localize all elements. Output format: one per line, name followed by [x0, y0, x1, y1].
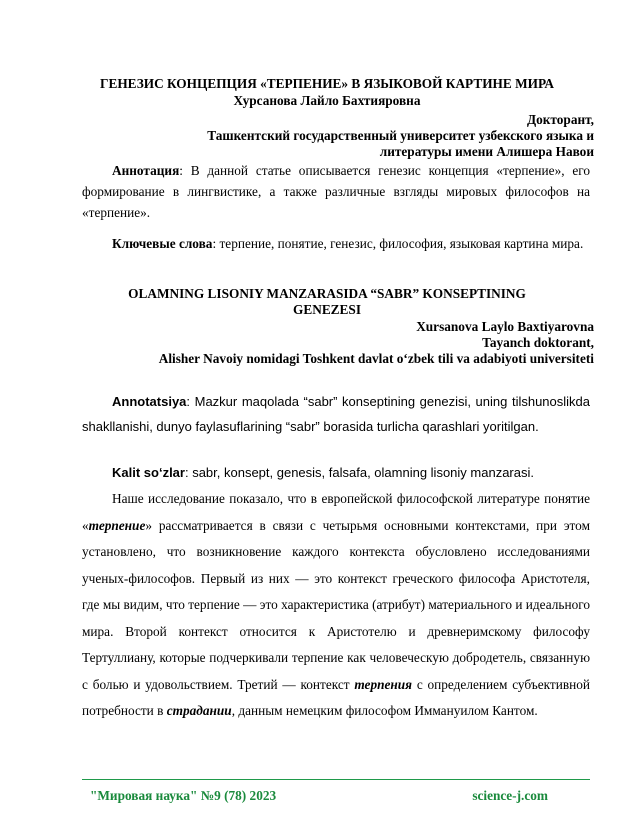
ru-affiliation-line1: Ташкентский государственный университет узбекского языка и: [207, 128, 594, 143]
body-paragraph: [82, 486, 590, 725]
body-text-1: Наше исследование показало, что в европейской философской литературе понятие «: [82, 491, 590, 533]
ru-affiliation-line2: литературы имени Алишера Навои: [379, 144, 594, 159]
body-emphasis-3: страдании: [166, 703, 232, 718]
footer-journal: "Мировая наука" №9 (78) 2023: [90, 788, 277, 803]
body-emphasis-2: терпения: [354, 676, 413, 692]
ru-position: Докторант,: [526, 112, 594, 127]
ru-title: ГЕНЕЗИС КОНЦЕПЦИЯ «ТЕРПЕНИЕ» В ЯЗЫКОВОЙ КАРТИНЕ МИРА: [100, 76, 554, 91]
uz-abstract-text: : Mazkur maqolada “sabr” konseptining genezisi, uning tilshunoslikda shakllanishi, dunyo faylasuflarining “sabr” borasida turlicha qarashlari yoritilgan.: [82, 394, 590, 434]
uz-abstract: [82, 389, 590, 439]
ru-abstract-label: Аннотация: [112, 163, 180, 178]
ru-keywords-text: : терпение, понятие, генезис, философия, языковая картина мира.: [212, 236, 584, 251]
uz-keywords: [82, 462, 590, 483]
body-text-3: с определением субъективной потребности в: [82, 676, 590, 718]
body-text-4: , данным немецким философом Иммануилом Кантом.: [231, 703, 538, 718]
footer-site[interactable]: science-j.com: [472, 788, 548, 803]
uz-abstract-label: Annotatsiya: [112, 394, 187, 409]
body-emphasis-1: терпение: [88, 517, 146, 533]
ru-abstract: [82, 160, 590, 223]
uz-author: Xursanova Laylo Baxtiyarovna: [416, 319, 594, 334]
ru-keywords-label: Ключевые слова: [112, 236, 213, 251]
body-text-2: » рассматривается в связи с четырьмя основными контекстами, при этом установлено, что возникновение каждого контекста обусловлено исследованиями ученых-философов. Первый из них — это контекст греческого философа Аристотеля, где мы видим, что терпение — это характеристика (атрибут) материального и идеального мира. Второй контекст относится к Аристотелю и древнеримскому философу Тертуллиану, которые подчеркивали терпение как человеческую добродетель, связанную с болью и удовольствием. Третий — контекст: [82, 517, 590, 692]
ru-keywords: [82, 233, 590, 254]
uz-title-line1: OLAMNING LISONIY MANZARASIDA “SABR” KONSEPTINING: [128, 286, 526, 301]
uz-title-line2: GENEZESI: [293, 302, 361, 317]
footer-rule: [82, 779, 590, 780]
uz-keywords-text: : sabr, konsept, genesis, falsafa, olamning lisoniy manzarasi.: [184, 465, 534, 480]
ru-abstract-text: : В данной статье описывается генезис концепция «терпение», его формирование в лингвистике, а также различные взгляды мировых философов на «терпение».: [82, 163, 590, 220]
ru-author: Хурсанова Лайло Бахтияровна: [233, 93, 421, 108]
uz-position: Tayanch doktorant,: [482, 335, 594, 350]
uz-affiliation: Alisher Navoiy nomidagi Toshkent davlat o‘zbek tili va adabiyoti universiteti: [158, 351, 594, 366]
uz-keywords-label: Kalit so‘zlar: [112, 465, 185, 480]
